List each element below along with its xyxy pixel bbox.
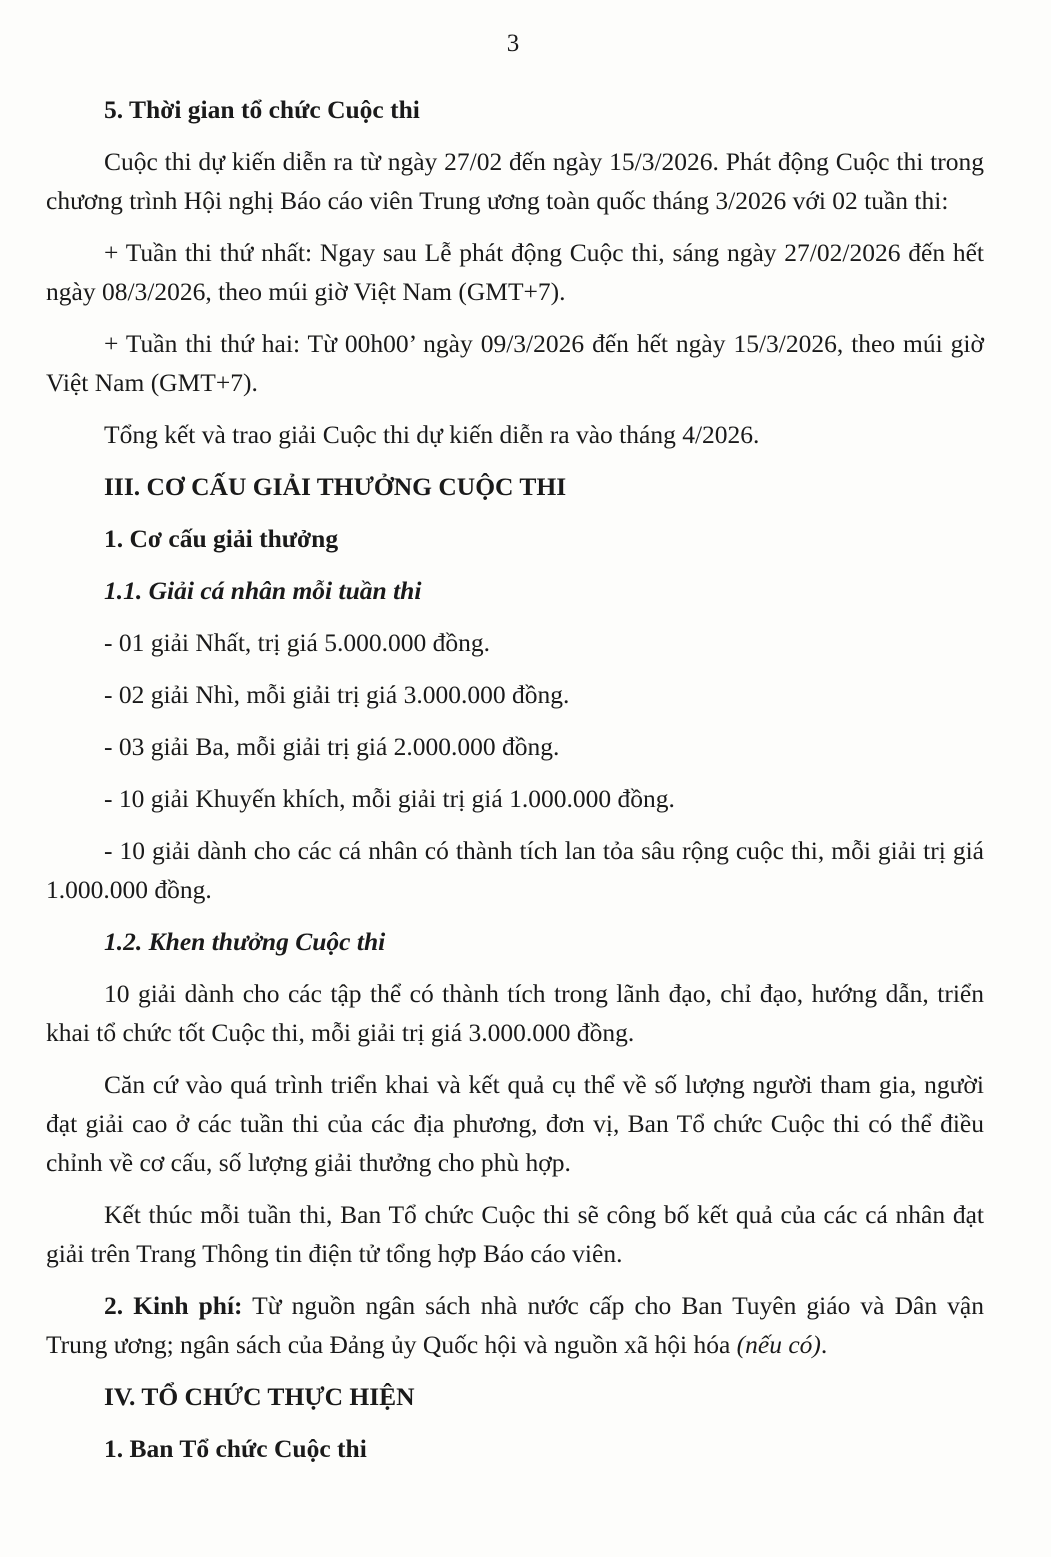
prize-item: - 02 giải Nhì, mỗi giải trị giá 3.000.000 đồng. [104,680,570,709]
collective-awards-paragraph: 10 giải dành cho các tập thể có thành tích trong lãnh đạo, chỉ đạo, hướng dẫn, triển khai tổ chức tốt Cuộc thi, mỗi giải trị giá 3.000.000 đồng. [46,979,984,1047]
contest-awards-title: 1.2. Khen thưởng Cuộc thi [104,927,386,956]
funding-paragraph [46,1286,984,1364]
funding-note: (nếu có) [736,1330,821,1359]
week-2-paragraph: + Tuần thi thứ hai: Từ 00h00’ ngày 09/3/2026 đến hết ngày 15/3/2026, theo múi giờ Việt Nam (GMT+7). [46,329,984,397]
page-number: 3 [506,30,520,57]
funding-end: . [820,1330,828,1359]
prize-item: - 01 giải Nhất, trị giá 5.000.000 đồng. [104,628,490,657]
announcement-paragraph: Kết thúc mỗi tuần thi, Ban Tổ chức Cuộc thi sẽ công bố kết quả của các cá nhân đạt giải trên Trang Thông tin điện tử tổng hợp Báo cáo viên. [46,1200,984,1268]
section-IV-title: IV. TỔ CHỨC THỰC HIỆN [104,1382,415,1411]
document-body [46,90,984,1481]
section-5-paragraph: Cuộc thi dự kiến diễn ra từ ngày 27/02 đến ngày 15/3/2026. Phát động Cuộc thi trong chương trình Hội nghị Báo cáo viên Trung ương toàn quốc tháng 3/2026 với 02 tuần thi: [46,147,984,215]
organizing-committee-title: 1. Ban Tổ chức Cuộc thi [104,1434,367,1463]
section-5-title: 5. Thời gian tổ chức Cuộc thi [104,95,420,124]
individual-prizes-title: 1.1. Giải cá nhân mỗi tuần thi [104,576,422,605]
summary-paragraph: Tổng kết và trao giải Cuộc thi dự kiến diễn ra vào tháng 4/2026. [104,420,760,449]
funding-label: 2. Kinh phí: [104,1291,243,1320]
funding-text: Từ nguồn ngân sách nhà nước cấp cho Ban Tuyên giáo và Dân vận Trung ương; ngân sách của Đảng ủy Quốc hội và nguồn xã hội hóa [46,1291,984,1359]
prize-item: - 10 giải Khuyến khích, mỗi giải trị giá 1.000.000 đồng. [104,784,675,813]
prize-item: - 10 giải dành cho các cá nhân có thành tích lan tỏa sâu rộng cuộc thi, mỗi giải trị giá 1.000.000 đồng. [46,836,984,904]
section-III-title: III. CƠ CẤU GIẢI THƯỞNG CUỘC THI [104,472,567,501]
week-1-paragraph: + Tuần thi thứ nhất: Ngay sau Lễ phát động Cuộc thi, sáng ngày 27/02/2026 đến hết ngày 08/3/2026, theo múi giờ Việt Nam (GMT+7). [46,238,984,306]
prize-item: - 03 giải Ba, mỗi giải trị giá 2.000.000 đồng. [104,732,560,761]
adjustment-paragraph: Căn cứ vào quá trình triển khai và kết quả cụ thể về số lượng người tham gia, người đạt giải cao ở các tuần thi của các địa phương, đơn vị, Ban Tổ chức Cuộc thi có thể điều chỉnh về cơ cấu, số lượng giải thưởng cho phù hợp. [46,1070,984,1177]
prize-structure-title: 1. Cơ cấu giải thưởng [104,524,339,553]
